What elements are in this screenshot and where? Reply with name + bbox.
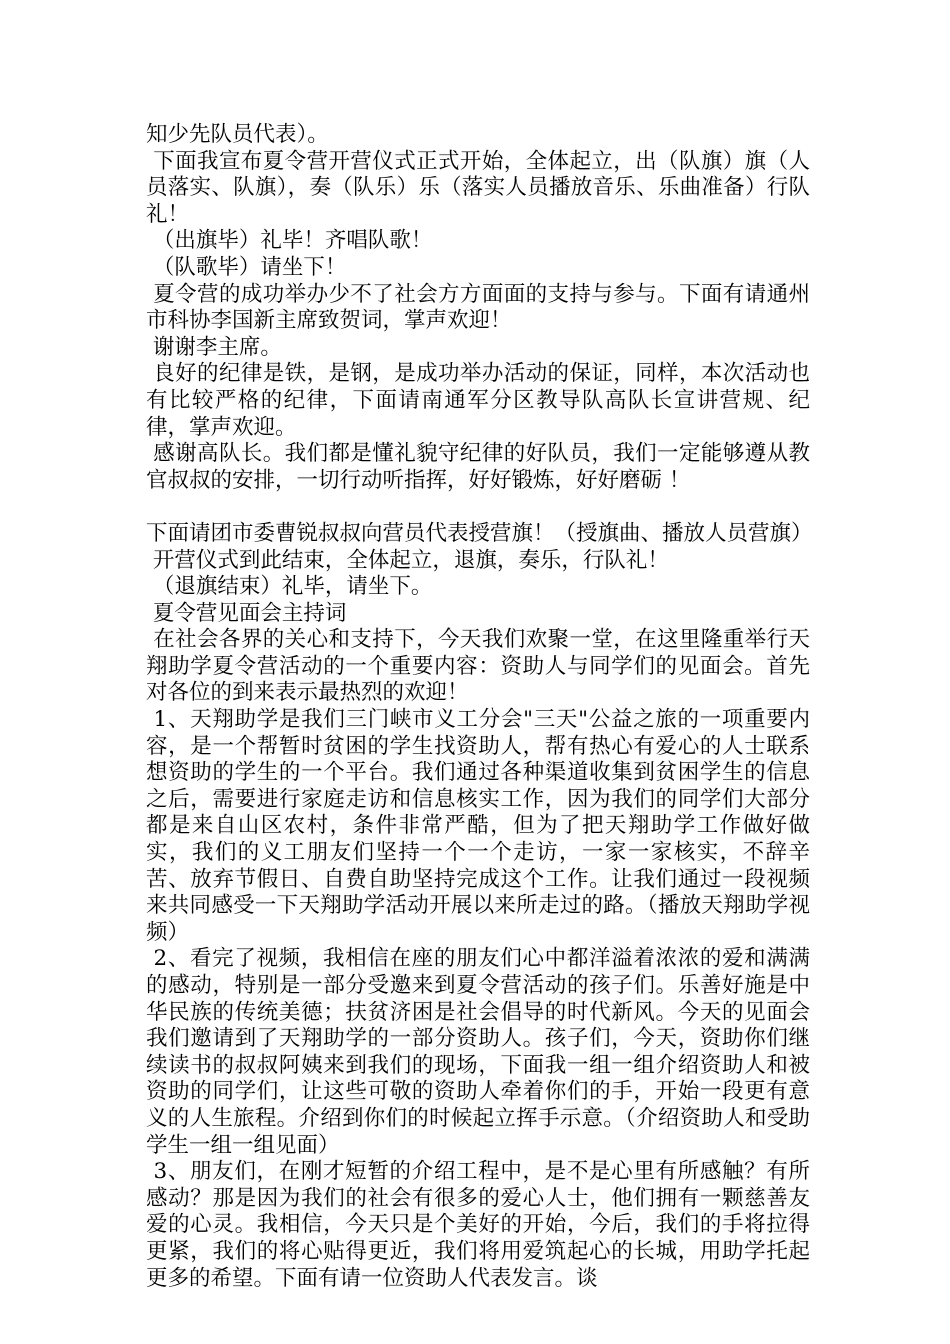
- paragraph: 谢谢李主席。: [146, 334, 282, 360]
- paragraph: 感谢高队长。我们都是懂礼貌守纪律的好队员，我们一定能够遵从教官叔叔的安排，一切行动听指挥，好好锻炼，好好磨砺 ！: [146, 441, 810, 493]
- paragraph: 良好的纪律是铁，是钢，是成功举办活动的保证，同样，本次活动也有比较严格的纪律，下面请南通军分区教导队高队长宣讲营规、纪律，掌声欢迎。: [146, 361, 810, 440]
- paragraph: 下面请团市委曹锐叔叔向营员代表授营旗！（授旗曲、播放人员营旗）: [146, 494, 813, 546]
- section-heading: 夏令营见面会主持词: [146, 600, 347, 626]
- paragraph: 在社会各界的关心和支持下，今天我们欢聚一堂，在这里隆重举行天翔助学夏令营活动的一个重要内容：资助人与同学们的见面会。首先对各位的到来表示最热烈的欢迎！: [146, 627, 810, 706]
- paragraph: 知少先队员代表）。: [146, 122, 329, 147]
- paragraph: （队歌毕）请坐下！: [146, 254, 347, 280]
- paragraph: 夏令营的成功举办少不了社会方方面面的支持与参与。下面有请通州市科协李国新主席致贺词，掌声欢迎！: [146, 281, 810, 334]
- paragraph: （退旗结束）礼毕，请坐下。: [146, 574, 433, 600]
- paragraph: 1、天翔助学是我们三门峡市义工分会"三天"公益之旅的一项重要内容，是一个帮暂时贫困的学生找资助人，帮有热心有爱心的人士联系想资助的学生的一个平台。我们通过各种渠道收集到贫困学生的信息之后，需要进行家庭走访和信息核实工作，因为我们的同学们大部分都是来自山区农村，条件非常严酷，但为了把天翔助学工作做好做实，我们的义工朋友们坚持一个一个走访，一家一家核实，不辞辛苦、放弃节假日、自费自助坚持完成这个工作。让我们通过一段视频来共同感受一下天翔助学活动开展以来所走过的路。（播放天翔助学视频）: [146, 707, 810, 945]
- paragraph: 3、朋友们，在刚才短暂的介绍工程中，是不是心里有所感触？有所感动？那是因为我们的社会有很多的爱心人士，他们拥有一颗慈善友爱的心灵。我相信，今天只是个美好的开始，今后，我们的手将拉得更紧，我们的将心贴得更近，我们将用爱筑起心的长城，用助学托起更多的希望。下面有请一位资助人代表发言。谈: [146, 1159, 810, 1291]
- paragraph: （出旗毕）礼毕！齐唱队歌！: [146, 228, 433, 254]
- document-page: [146, 122, 813, 1292]
- paragraph: 下面我宣布夏令营开营仪式正式开始，全体起立，出（队旗）旗（人员落实、队旗），奏（队乐）乐（落实人员播放音乐、乐曲准备）行队礼！: [146, 148, 810, 227]
- paragraph: 2、看完了视频，我相信在座的朋友们心中都洋溢着浓浓的爱和满满的感动，特别是一部分受邀来到夏令营活动的孩子们。乐善好施是中华民族的传统美德；扶贫济困是社会倡导的时代新风。今天的见面会我们邀请到了天翔助学的一部分资助人。孩子们，今天，资助你们继续读书的叔叔阿姨来到我们的现场，下面我一组一组介绍资助人和被资助的同学们，让这些可敬的资助人牵着你们的手，开始一段更有意义的人生旅程。介绍到你们的时候起立挥手示意。（介绍资助人和受助学生一组一组见面）: [146, 946, 810, 1158]
- paragraph: 开营仪式到此结束，全体起立，退旗，奏乐，行队礼！: [146, 547, 669, 573]
